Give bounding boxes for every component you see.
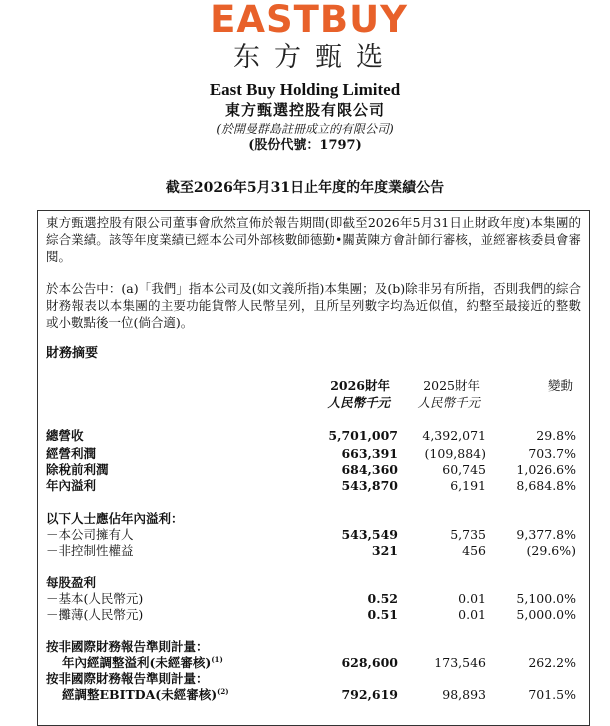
value-2025: 0.01: [458, 607, 486, 622]
intro-paragraph: 東方甄選控股有限公司董事會欣然宣佈於報告期間(即截至2026年5月31日止財政年度)本集團的綜合業績。該等年度業績已經本公司外部核數師德勤•關黃陳方會計師行審核，並經審核委員會審閱。: [46, 215, 581, 264]
value-2026: 663,391: [341, 446, 398, 461]
row-label: 年內溢利: [46, 478, 97, 493]
row-label: [46, 655, 223, 671]
row-label: [46, 687, 229, 703]
value-2025: 5,735: [450, 527, 486, 542]
row-label: 經營利潤: [46, 446, 97, 461]
table-row: [46, 428, 576, 444]
value-change: 703.7%: [528, 446, 576, 461]
incorporation-note: (於開曼群島註冊成立的有限公司): [216, 122, 394, 136]
footnote-marker: (2): [217, 686, 229, 696]
table-row: [46, 446, 576, 462]
stock-code: (股份代號：1797): [248, 138, 362, 153]
value-2025: 60,745: [442, 462, 486, 477]
row-label: －本公司擁有人: [46, 527, 134, 542]
footnote-marker: (1): [211, 654, 223, 664]
non-ifrs-label: 按非國際財務報告準則計量：: [46, 671, 209, 686]
value-change: 701.5%: [528, 687, 576, 702]
value-change: 9,377.8%: [516, 527, 576, 542]
value-change: 5,000.0%: [516, 607, 576, 622]
column-currency-2025: 人民幣千元: [417, 395, 480, 410]
row-label: －非控制性權益: [46, 543, 134, 558]
value-change: 8,684.8%: [516, 478, 576, 493]
value-change: 1,026.6%: [516, 462, 576, 477]
table-row: [46, 462, 576, 478]
table-row: [46, 527, 576, 543]
table-row: [46, 543, 576, 559]
attributable-label: 以下人士應佔年內溢利：: [46, 511, 184, 526]
value-2026: 792,619: [341, 687, 398, 702]
value-2025: 4,392,071: [422, 428, 486, 443]
column-header-2026: [295, 377, 390, 411]
eastbuy-chinese-logo: 东方甄选: [233, 42, 397, 73]
value-change: 29.8%: [536, 428, 576, 443]
row-label: 除稅前利潤: [46, 462, 109, 477]
value-2026: 543,549: [341, 527, 398, 542]
table-row: [46, 655, 576, 671]
row-label-text: 經調整EBITDA(未經審核): [62, 687, 218, 702]
company-name-chinese: 東方甄選控股有限公司: [224, 101, 385, 119]
value-2025: 456: [462, 543, 486, 558]
value-2025: 98,893: [442, 687, 486, 702]
column-header-2025: [385, 377, 480, 411]
value-2026: 684,360: [341, 462, 398, 477]
value-2026: 5,701,007: [328, 428, 398, 443]
column-year-2025: 2025財年: [423, 378, 480, 393]
row-label: －攤薄(人民幣元): [46, 607, 144, 622]
table-row: [46, 607, 576, 623]
value-2025: 6,191: [450, 478, 486, 493]
company-name-english: East Buy Holding Limited: [209, 80, 401, 99]
column-change-label: 變動: [547, 378, 573, 393]
announcement-title: 截至2026年5月31日止年度的年度業績公告: [165, 180, 445, 196]
value-2026: 321: [371, 543, 398, 558]
value-2025: 0.01: [458, 591, 486, 606]
table-row: [46, 687, 576, 703]
value-2026: 628,600: [341, 655, 398, 670]
value-2025: 173,546: [434, 655, 486, 670]
column-year-2026: 2026財年: [330, 378, 390, 393]
value-2025: (109,884): [424, 446, 486, 461]
eastbuy-logo: EASTBUY: [210, 0, 408, 41]
financial-summary-heading: 財務摘要: [46, 346, 99, 361]
value-2026: 0.52: [367, 591, 398, 606]
value-change: (29.6%): [526, 543, 576, 558]
definitions-paragraph: 於本公告中：(a)「我們」指本公司及(如文義所指)本集團；及(b)除非另有所指，否則我們的綜合財務報表以本集團的主要功能貨幣人民幣呈列，且所呈列數字均為近似值，約整至最接近的整數或小數點後一位(倘合適)。: [46, 281, 581, 330]
table-row: [46, 478, 576, 494]
column-header-change: [478, 377, 573, 394]
value-change: 5,100.0%: [516, 591, 576, 606]
table-row: [46, 591, 576, 607]
column-currency-2026: 人民幣千元: [327, 395, 390, 410]
value-2026: 543,870: [341, 478, 398, 493]
row-label-text: 年內經調整溢利(未經審核): [62, 655, 212, 670]
row-label: －基本(人民幣元): [46, 591, 144, 606]
non-ifrs-label: 按非國際財務報告準則計量：: [46, 639, 209, 654]
value-change: 262.2%: [528, 655, 576, 670]
row-label: 總營收: [46, 428, 84, 443]
value-2026: 0.51: [367, 607, 398, 622]
eps-label: 每股盈利: [46, 575, 97, 590]
